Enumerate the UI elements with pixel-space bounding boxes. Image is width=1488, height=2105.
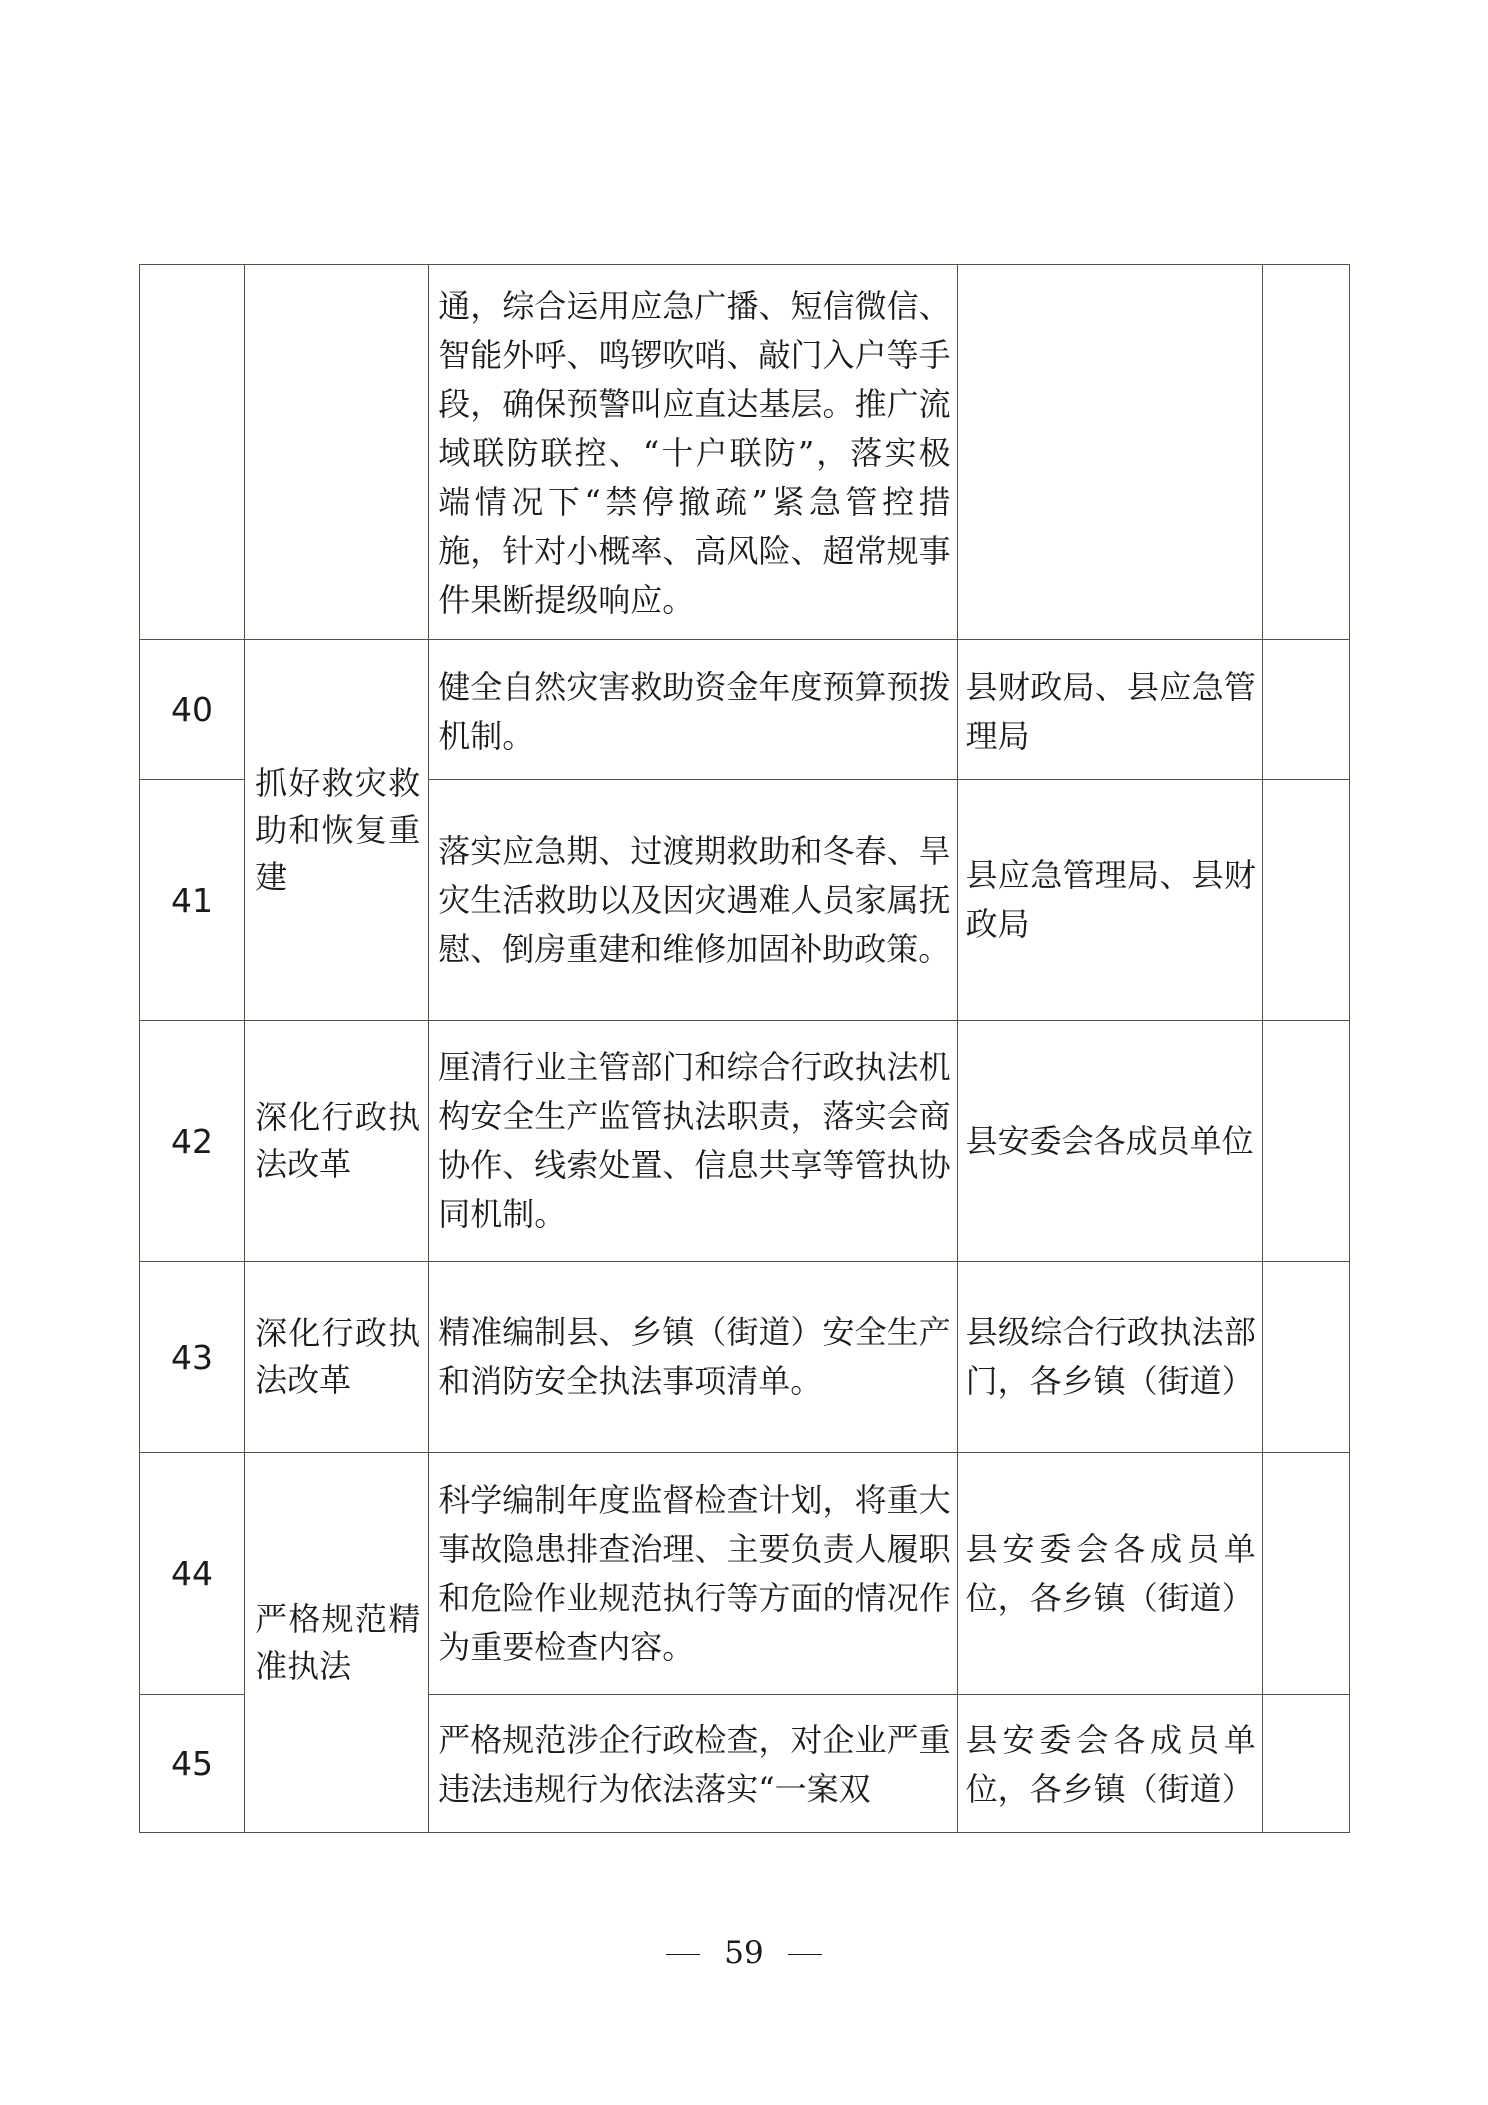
department-cell: [957, 1021, 1262, 1262]
category-cell: [245, 640, 429, 1021]
department-text: 县财政局、县应急管理局: [965, 667, 1256, 755]
measures-table: [139, 264, 1350, 1833]
row-number-cell: 41: [140, 780, 245, 1021]
category-cell: [245, 1262, 429, 1453]
table-row: [140, 1453, 1350, 1695]
row-number-cell: 44: [140, 1453, 245, 1695]
department-cell: [957, 1262, 1262, 1453]
page-footer: [0, 1935, 1488, 1971]
page-number: 59: [724, 1935, 764, 1971]
footer-dash-right: [788, 1954, 822, 1955]
note-cell: [1262, 780, 1349, 1021]
note-cell: [1262, 640, 1349, 780]
row-number-cell: [140, 265, 245, 640]
department-text: 县安委会各成员单位: [965, 1121, 1254, 1160]
task-cell: [429, 1453, 957, 1695]
row-number-cell: 43: [140, 1262, 245, 1453]
note-cell: [1262, 1021, 1349, 1262]
task-text: 精准编制县、乡镇（街道）安全生产和消防安全执法事项清单。: [438, 1313, 951, 1400]
category-cell: [245, 265, 429, 640]
table-row: [140, 1262, 1350, 1453]
task-cell: [429, 1695, 957, 1833]
table-row: [140, 265, 1350, 640]
department-text: [958, 446, 1262, 458]
table-row: [140, 640, 1350, 780]
department-text: 县安委会各成员单位，各乡镇（街道）: [965, 1720, 1256, 1808]
department-cell: [957, 1453, 1262, 1695]
note-cell: [1262, 1262, 1349, 1453]
task-text: 科学编制年度监督检查计划，将重大事故隐患排查治理、主要负责人履职和危险作业规范执行等方面的情况作为重要检查内容。: [438, 1480, 951, 1666]
task-text: 严格规范涉企行政检查，对企业严重违法违规行为依法落实“一案双: [438, 1720, 951, 1808]
department-cell: [957, 640, 1262, 780]
category-text: 深化行政执法改革: [255, 1098, 421, 1183]
table-row: [140, 1021, 1350, 1262]
department-text: 县安委会各成员单位，各乡镇（街道）: [965, 1529, 1256, 1617]
category-cell: [245, 1021, 429, 1262]
category-text: 深化行政执法改革: [255, 1314, 421, 1399]
note-cell: [1262, 1695, 1349, 1833]
task-text: 健全自然灾害救助资金年度预算预拨机制。: [438, 667, 951, 755]
department-text: 县级综合行政执法部门，各乡镇（街道）: [965, 1313, 1256, 1400]
category-text: 抓好救灾救助和恢复重建: [255, 763, 421, 896]
task-cell: [429, 1262, 957, 1453]
task-cell: [429, 265, 957, 640]
footer-dash-left: [666, 1954, 700, 1955]
category-text: 严格规范精准执法: [255, 1599, 421, 1685]
note-cell: [1262, 265, 1349, 640]
row-number-cell: 42: [140, 1021, 245, 1262]
department-text: 县应急管理局、县财政局: [965, 856, 1256, 943]
row-number-cell: 40: [140, 640, 245, 780]
task-cell: [429, 640, 957, 780]
task-cell: [429, 780, 957, 1021]
department-cell: [957, 1695, 1262, 1833]
task-text: 通，综合运用应急广播、短信微信、智能外呼、鸣锣吹哨、敲门入户等手段，确保预警叫应直达基层。推广流域联防联控、“十户联防”，落实极端情况下“禁停撤疏”紧急管控措施，针对小概率、高风险、超常规事件果断提级响应。: [438, 286, 951, 619]
note-cell: [1262, 1453, 1349, 1695]
category-cell: [245, 1453, 429, 1833]
row-number-cell: 45: [140, 1695, 245, 1833]
task-cell: [429, 1021, 957, 1262]
task-text: 厘清行业主管部门和综合行政执法机构安全生产监管执法职责，落实会商协作、线索处置、信息共享等管执协同机制。: [438, 1048, 951, 1233]
department-cell: [957, 780, 1262, 1021]
department-cell: [957, 265, 1262, 640]
task-text: 落实应急期、过渡期救助和冬春、旱灾生活救助以及因灾遇难人员家属抚慰、倒房重建和维修加固补助政策。: [438, 831, 951, 968]
